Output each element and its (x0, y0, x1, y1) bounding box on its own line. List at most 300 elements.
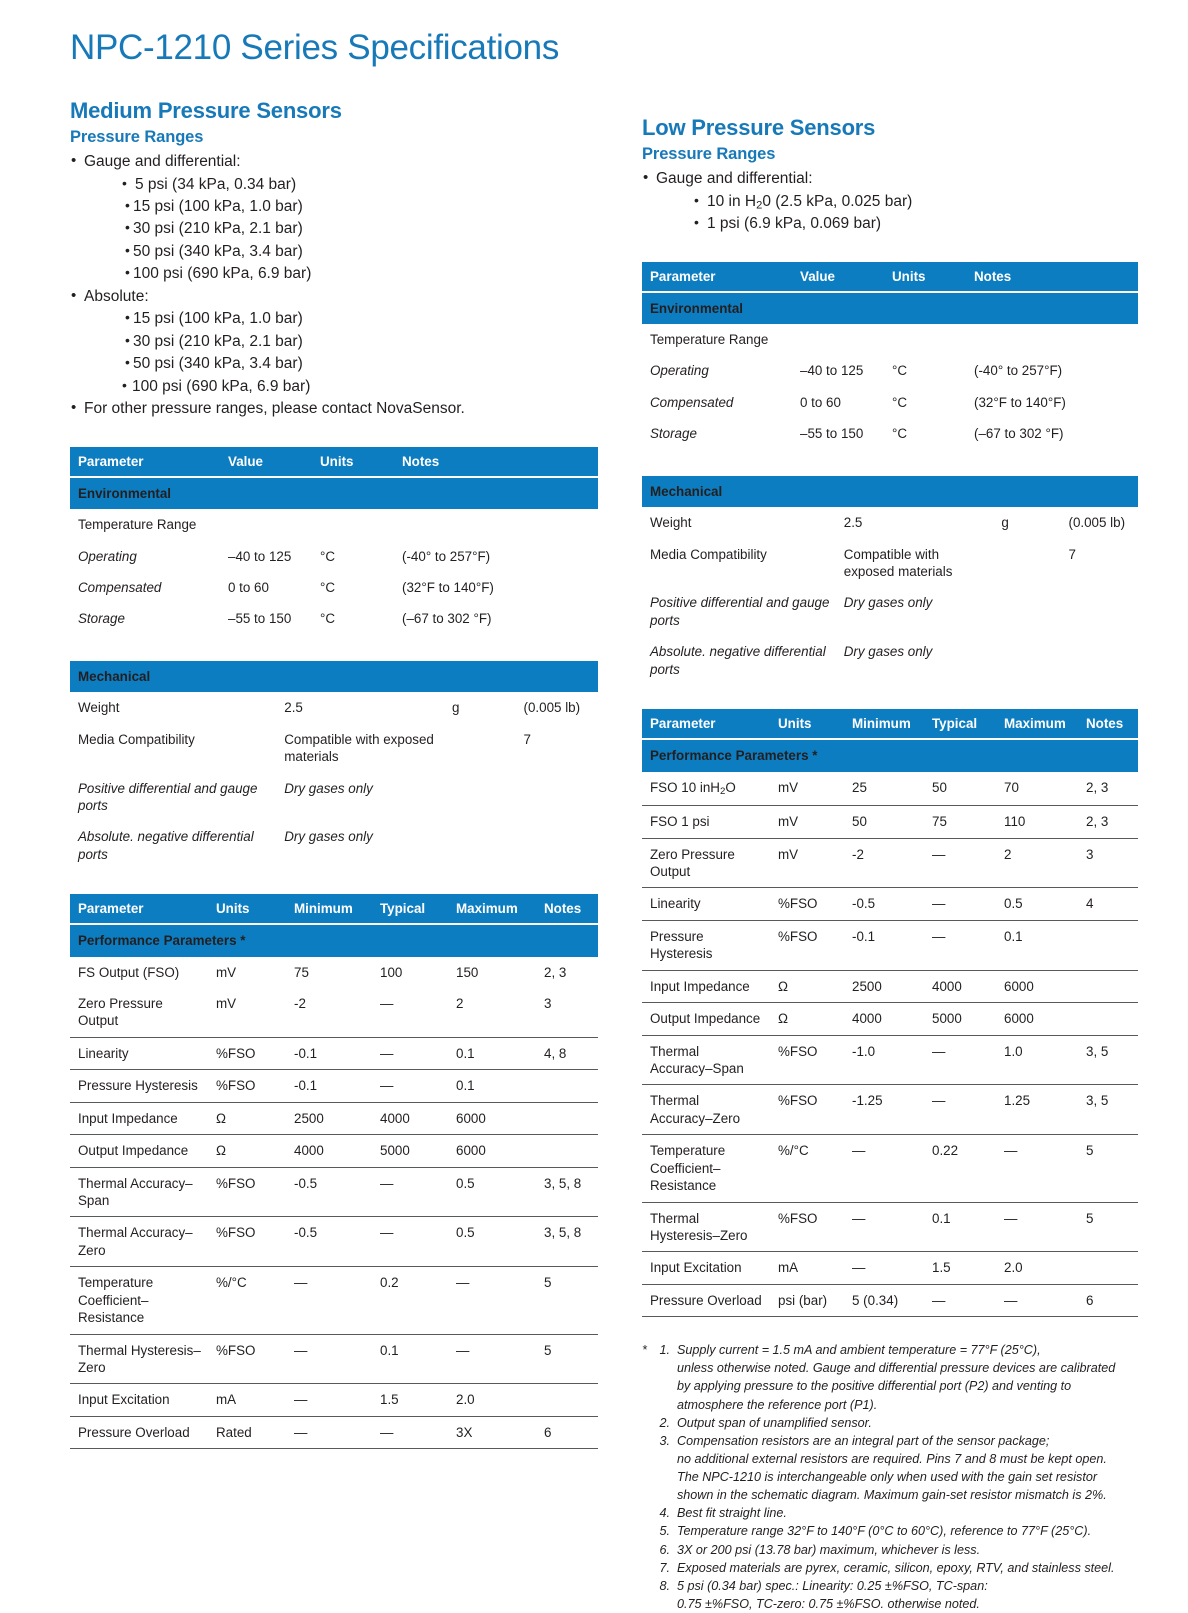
group-label-temperature-range: Temperature Range (78, 517, 197, 533)
cell-units: %FSO (770, 1202, 844, 1252)
footnote-text: Temperature range 32°F to 140°F (0°C to 60°C), reference to 77°F (25°C). (677, 1524, 1092, 1539)
low-performance-table (642, 709, 1138, 1317)
cell-typical: — (924, 888, 996, 920)
cell-parameter: Positive differential and gauge ports (650, 595, 830, 628)
cell-typical: 0.2 (372, 1267, 448, 1334)
cell-units: Rated (208, 1416, 286, 1448)
cell-parameter: Temperature Coefficient–Resistance (70, 1267, 208, 1334)
cell-minimum: -2 (294, 996, 306, 1012)
cell-parameter: Pressure Overload (642, 1284, 770, 1316)
table-row (642, 888, 1138, 920)
cell-notes: 5 (1078, 1135, 1138, 1202)
cell-value: Dry gases only (843, 595, 933, 611)
cell-units (444, 773, 516, 822)
cell-parameter: Thermal Hysteresis–Zero (642, 1202, 770, 1252)
cell-minimum: -1.25 (844, 1085, 924, 1135)
list-item (70, 286, 598, 398)
cell-minimum: 2500 (844, 970, 924, 1002)
table-row (70, 1167, 598, 1217)
cell-notes: (-40° to 257°F) (402, 548, 491, 564)
low-mechanical-table (642, 474, 1138, 685)
cell-minimum: — (286, 1384, 372, 1416)
cell-maximum: 70 (1004, 779, 1019, 795)
table-row (642, 970, 1138, 1002)
cell-notes: (0.005 lb) (523, 700, 581, 716)
cell-units: mA (208, 1384, 286, 1416)
section-label-performance-parameters: Performance Parameters * (642, 739, 1138, 771)
cell-parameter: Absolute. negative differential ports (650, 644, 826, 677)
cell-minimum: 4000 (844, 1003, 924, 1035)
low-pressure-column (642, 98, 1138, 1613)
table-row (70, 1135, 598, 1167)
column-header-parameter: Parameter (642, 262, 792, 292)
cell-typical: — (924, 1284, 996, 1316)
cell-units: °C (892, 394, 908, 410)
table-row (642, 1003, 1138, 1035)
cell-notes: 2, 3 (544, 964, 567, 980)
range-sublist (122, 174, 598, 286)
cell-parameter: Thermal Accuracy–Zero (70, 1217, 208, 1267)
column-header-minimum: Minimum (286, 894, 372, 924)
list-item: • 30 psi (210 kPa, 2.1 bar) (122, 331, 598, 353)
cell-minimum: -0.1 (844, 920, 924, 970)
table-bottom-rule (642, 1317, 1138, 1318)
cell-parameter: Output Impedance (70, 1135, 208, 1167)
cell-units: %FSO (770, 1035, 844, 1085)
cell-typical: — (924, 920, 996, 970)
table-section-header (642, 739, 1138, 771)
cell-notes: (32°F to 140°F) (974, 394, 1066, 410)
list-item: • 15 psi (100 kPa, 1.0 bar) (122, 196, 598, 218)
range-sublist (122, 308, 598, 398)
cell-maximum: 0.1 (448, 1037, 536, 1069)
cell-typical: — (372, 1070, 448, 1102)
cell-parameter: FS Output (FSO) (78, 964, 180, 980)
cell-maximum: 2.0 (448, 1384, 536, 1416)
cell-value: Dry gases only (843, 644, 933, 660)
cell-units: mV (770, 806, 844, 838)
table-section-header (70, 477, 598, 509)
cell-units: %FSO (208, 1217, 286, 1267)
cell-units: g (452, 700, 460, 716)
column-header-notes: Notes (536, 894, 598, 924)
cell-units: mA (770, 1252, 844, 1284)
range-group-label: Gauge and differential: (656, 170, 813, 188)
cell-notes: 7 (1068, 546, 1076, 562)
cell-parameter: Thermal Hysteresis–Zero (70, 1334, 208, 1384)
cell-parameter: Pressure Hysteresis (70, 1070, 208, 1102)
cell-minimum: — (844, 1135, 924, 1202)
low-pressure-ranges-list (642, 168, 1138, 236)
cell-typical: 1.5 (372, 1384, 448, 1416)
cell-minimum: — (286, 1334, 372, 1384)
footnote-number: 1. (659, 1343, 670, 1358)
cell-notes: 3 (544, 996, 552, 1012)
cell-units: %FSO (770, 920, 844, 970)
section-label-performance-parameters: Performance Parameters * (70, 924, 598, 956)
footnote-number: 7. (659, 1560, 670, 1575)
cell-parameter: Operating (78, 548, 137, 564)
table-row (642, 920, 1138, 970)
cell-maximum: — (996, 1284, 1078, 1316)
list-item: • 5 psi (34 kPa, 0.34 bar) (122, 174, 598, 196)
cell-typical: — (924, 1035, 996, 1085)
cell-notes: 2, 3 (1078, 806, 1138, 838)
cell-maximum: — (996, 1202, 1078, 1252)
page-title: NPC-1210 Series Specifications (70, 28, 560, 67)
cell-units: %FSO (208, 1334, 286, 1384)
table-row (70, 724, 598, 773)
column-header-units: Units (770, 709, 844, 739)
range-group-label: Absolute: (84, 287, 149, 305)
cell-typical: — (372, 1416, 448, 1448)
cell-notes (516, 773, 599, 822)
cell-minimum: — (844, 1252, 924, 1284)
table-row (70, 988, 598, 1037)
cell-notes: (-40° to 257°F) (974, 363, 1063, 379)
table-header-row (70, 894, 598, 924)
list-item: • 15 psi (100 kPa, 1.0 bar) (122, 308, 598, 330)
table-row (70, 1037, 598, 1069)
footnote-asterisk: * (642, 1343, 647, 1358)
footnote-item (642, 1432, 1138, 1505)
cell-minimum: 2500 (286, 1102, 372, 1134)
range-sublist (694, 191, 1138, 236)
list-item: • 1 psi (6.9 kPa, 0.069 bar) (694, 213, 1138, 235)
low-section-title: Low Pressure Sensors (642, 115, 876, 141)
cell-minimum: 4000 (286, 1135, 372, 1167)
cell-parameter: Linearity (70, 1037, 208, 1069)
cell-parameter: Input Excitation (642, 1252, 770, 1284)
column-header-parameter: Parameter (70, 894, 208, 924)
cell-value: Dry gases only (284, 780, 373, 796)
table-row (642, 324, 1138, 355)
list-item: • 100 psi (690 kPa, 6.9 bar) (122, 376, 598, 398)
footnote-number: 2. (659, 1415, 670, 1430)
cell-typical: — (924, 838, 996, 888)
table-section-header (70, 660, 598, 692)
cell-parameter: Linearity (642, 888, 770, 920)
table-row (642, 636, 1138, 685)
cell-units: %FSO (208, 1167, 286, 1217)
table-section-header (70, 924, 598, 956)
cell-minimum: -1.0 (844, 1035, 924, 1085)
cell-units: Ω (770, 1003, 844, 1035)
cell-units: mV (216, 996, 237, 1012)
cell-value: Compatible with exposed materials (843, 546, 953, 580)
medium-environmental-table (70, 447, 598, 635)
cell-notes: 7 (523, 731, 531, 747)
cell-maximum: 1.0 (996, 1035, 1078, 1085)
cell-maximum: 0.1 (448, 1070, 536, 1102)
cell-units: psi (bar) (770, 1284, 844, 1316)
list-item: • 50 psi (340 kPa, 3.4 bar) (122, 353, 598, 375)
cell-value: 2.5 (843, 515, 863, 531)
table-section-header (642, 292, 1138, 324)
column-header-units: Units (208, 894, 286, 924)
cell-notes: 4, 8 (536, 1037, 598, 1069)
cell-notes (536, 1102, 598, 1134)
column-header-typical: Typical (924, 709, 996, 739)
column-header-value: Value (220, 447, 312, 477)
cell-minimum: -0.1 (286, 1070, 372, 1102)
cell-parameter: Storage (78, 611, 125, 627)
cell-notes (1078, 1003, 1138, 1035)
cell-units (993, 636, 1060, 685)
table-row (642, 587, 1138, 636)
cell-units: °C (892, 426, 908, 442)
cell-notes (1078, 920, 1138, 970)
cell-units: °C (892, 363, 908, 379)
cell-maximum: 6000 (448, 1135, 536, 1167)
cell-units: Ω (770, 970, 844, 1002)
cell-typical: 1.5 (924, 1252, 996, 1284)
cell-typical: 0.1 (372, 1334, 448, 1384)
cell-notes (1060, 636, 1138, 685)
footnote-text: Compensation resistors are an integral part of the sensor package; no additional external resistors are required. Pins 7 and 8 must be kept open. The NPC-1210 is interchangeable only when used with the gain set resistor shown in the schematic diagram. Maximum gain-set resistor mismatch is 2%. (677, 1433, 1107, 1503)
cell-units: %FSO (770, 888, 844, 920)
cell-value: 0 to 60 (800, 394, 841, 410)
cell-minimum: 5 (0.34) (844, 1284, 924, 1316)
column-header-parameter: Parameter (642, 709, 770, 739)
cell-notes: (0.005 lb) (1068, 515, 1126, 531)
footnote-item (642, 1577, 1138, 1613)
cell-value: –55 to 150 (228, 611, 292, 627)
cell-minimum: 25 (852, 779, 867, 795)
cell-units: %/°C (208, 1267, 286, 1334)
cell-maximum: 2.0 (996, 1252, 1078, 1284)
cell-parameter: Pressure Hysteresis (642, 920, 770, 970)
cell-parameter: Thermal Accuracy–Span (642, 1035, 770, 1085)
table-header-row (642, 262, 1138, 292)
section-label-environmental: Environmental (642, 292, 1138, 324)
table-row (70, 603, 598, 634)
cell-maximum: 0.1 (996, 920, 1078, 970)
cell-minimum: — (286, 1267, 372, 1334)
cell-parameter: Temperature Coefficient–Resistance (642, 1135, 770, 1202)
column-header-maximum: Maximum (996, 709, 1078, 739)
cell-typical: 5000 (924, 1003, 996, 1035)
cell-notes: 5 (1078, 1202, 1138, 1252)
table-row (642, 1035, 1138, 1085)
footnote-number: 3. (659, 1433, 670, 1448)
table-row (642, 772, 1138, 806)
cell-maximum: 6000 (448, 1102, 536, 1134)
table-row (70, 1102, 598, 1134)
cell-parameter: Weight (78, 700, 120, 716)
list-item: • 100 psi (690 kPa, 6.9 bar) (122, 263, 598, 285)
cell-maximum: 2 (456, 996, 464, 1012)
table-row (642, 507, 1138, 538)
cell-value: –40 to 125 (800, 363, 864, 379)
table-row (70, 541, 598, 572)
table-section-header (642, 475, 1138, 507)
cell-units: %FSO (208, 1037, 286, 1069)
table-header-row (642, 709, 1138, 739)
list-item (70, 151, 598, 286)
range-group-label: Gauge and differential: (84, 153, 241, 171)
table-row (642, 355, 1138, 386)
cell-maximum: 2 (996, 838, 1078, 888)
table-row (642, 1085, 1138, 1135)
cell-typical: — (380, 996, 394, 1012)
section-label-environmental: Environmental (70, 477, 598, 509)
cell-parameter: Zero Pressure Output (78, 996, 163, 1029)
footnote-number: 5. (659, 1524, 670, 1539)
table-row (642, 1202, 1138, 1252)
table-row (642, 387, 1138, 418)
cell-value: –55 to 150 (800, 426, 864, 442)
medium-performance-table (70, 894, 598, 1449)
cell-maximum: — (996, 1135, 1078, 1202)
list-item: • 50 psi (340 kPa, 3.4 bar) (122, 241, 598, 263)
cell-parameter: Media Compatibility (650, 546, 767, 562)
cell-value: 0 to 60 (228, 579, 269, 595)
cell-parameter: Operating (650, 363, 709, 379)
table-row (70, 821, 598, 870)
column-header-parameter: Parameter (70, 447, 220, 477)
cell-notes: 6 (1078, 1284, 1138, 1316)
cell-maximum: 6000 (996, 1003, 1078, 1035)
column-header-units: Units (312, 447, 394, 477)
cell-value: Dry gases only (284, 829, 373, 845)
cell-parameter: Compensated (650, 394, 734, 410)
cell-parameter: Pressure Overload (70, 1416, 208, 1448)
table-row (642, 806, 1138, 838)
cell-parameter: Positive differential and gauge ports (78, 780, 258, 813)
table-row (642, 539, 1138, 588)
footnote-item (642, 1559, 1138, 1577)
cell-maximum: — (448, 1334, 536, 1384)
cell-minimum: -0.5 (286, 1217, 372, 1267)
cell-maximum: 110 (996, 806, 1078, 838)
cell-typical: 100 (380, 964, 403, 980)
cell-parameter: FSO 1 psi (642, 806, 770, 838)
column-header-value: Value (792, 262, 884, 292)
table-row (70, 957, 598, 988)
cell-minimum: -0.5 (286, 1167, 372, 1217)
cell-notes: 3 (1078, 838, 1138, 888)
medium-pressure-column (70, 98, 598, 1449)
cell-minimum: — (286, 1416, 372, 1448)
cell-typical: 50 (932, 779, 947, 795)
cell-notes (536, 1384, 598, 1416)
cell-notes (536, 1135, 598, 1167)
cell-typical: 4000 (924, 970, 996, 1002)
cell-notes: 3, 5, 8 (536, 1167, 598, 1217)
table-row (642, 838, 1138, 888)
cell-maximum: 150 (456, 964, 479, 980)
cell-minimum: 50 (844, 806, 924, 838)
cell-minimum: -0.5 (844, 888, 924, 920)
cell-notes (1078, 1252, 1138, 1284)
column-header-maximum: Maximum (448, 894, 536, 924)
list-item: • 30 psi (210 kPa, 2.1 bar) (122, 218, 598, 240)
footnote-number: 4. (659, 1506, 670, 1521)
cell-parameter: Input Excitation (70, 1384, 208, 1416)
cell-minimum: -2 (844, 838, 924, 888)
table-row (70, 1416, 598, 1448)
cell-parameter: Input Impedance (70, 1102, 208, 1134)
cell-units: °C (320, 579, 336, 595)
table-bottom-rule (70, 1449, 598, 1450)
section-label-mechanical: Mechanical (70, 660, 598, 692)
table-row (70, 572, 598, 603)
column-header-notes: Notes (394, 447, 598, 477)
table-row (70, 1267, 598, 1334)
cell-notes (1060, 587, 1138, 636)
cell-parameter: FSO 10 inH$_2$O (650, 779, 736, 797)
footnote-text: Supply current = 1.5 mA and ambient temperature = 77°F (25°C), unless otherwise noted. Gauge and differential pressure devices are calibrated by applying pressure to the positive differential port (P2) and venting to atmosphere the reference port (P1). (677, 1343, 1116, 1412)
medium-pressure-ranges-title: Pressure Ranges (70, 127, 204, 146)
cell-parameter: Thermal Accuracy–Zero (642, 1085, 770, 1135)
column-header-minimum: Minimum (844, 709, 924, 739)
cell-notes: 3, 5 (1078, 1035, 1138, 1085)
table-row (70, 1217, 598, 1267)
table-row (70, 1070, 598, 1102)
cell-typical: — (372, 1217, 448, 1267)
cell-units: °C (320, 611, 336, 627)
cell-parameter: Output Impedance (642, 1003, 770, 1035)
cell-notes: 4 (1078, 888, 1138, 920)
cell-notes: (–67 to 302 °F) (402, 611, 492, 627)
group-label-temperature-range: Temperature Range (650, 332, 769, 348)
table-header-row (70, 447, 598, 477)
cell-minimum: 75 (294, 964, 309, 980)
cell-value: Compatible with exposed materials (284, 731, 434, 765)
table-row (642, 1284, 1138, 1316)
cell-parameter: Absolute. negative differential ports (78, 829, 254, 862)
footnote-text: 3X or 200 psi (13.78 bar) maximum, whichever is less. (677, 1542, 981, 1557)
table-row (70, 509, 598, 540)
cell-parameter: Media Compatibility (78, 731, 195, 747)
cell-maximum: 0.5 (448, 1217, 536, 1267)
cell-notes (516, 821, 599, 870)
column-header-units: Units (884, 262, 966, 292)
cell-typical: — (372, 1037, 448, 1069)
cell-notes: (–67 to 302 °F) (974, 426, 1064, 442)
table-row (642, 1252, 1138, 1284)
cell-units: °C (320, 548, 336, 564)
cell-minimum: — (844, 1202, 924, 1252)
cell-maximum: 3X (448, 1416, 536, 1448)
footnote-item (642, 1541, 1138, 1559)
table-row (642, 1135, 1138, 1202)
cell-typical: 75 (924, 806, 996, 838)
cell-units: Ω (208, 1135, 286, 1167)
cell-units: mV (216, 964, 237, 980)
cell-notes: 2, 3 (1086, 779, 1109, 795)
low-environmental-table (642, 262, 1138, 450)
cell-minimum: -0.1 (286, 1037, 372, 1069)
section-label-mechanical: Mechanical (642, 475, 1138, 507)
cell-parameter: Storage (650, 426, 697, 442)
table-row (642, 418, 1138, 449)
cell-maximum: 0.5 (448, 1167, 536, 1217)
two-column-body (70, 98, 1144, 1613)
cell-notes: 3, 5 (1078, 1085, 1138, 1135)
cell-typical: — (924, 1085, 996, 1135)
cell-units: %FSO (770, 1085, 844, 1135)
footnote-item (642, 1414, 1138, 1432)
cell-units (993, 539, 1060, 588)
cell-notes: (32°F to 140°F) (402, 579, 494, 595)
cell-parameter: Input Impedance (642, 970, 770, 1002)
cell-typical: 5000 (372, 1135, 448, 1167)
cell-notes: 5 (536, 1334, 598, 1384)
list-item: • 10 in $H_20$ (2.5 kPa, 0.025 bar) (694, 191, 1138, 214)
cell-parameter: Zero Pressure Output (642, 838, 770, 888)
